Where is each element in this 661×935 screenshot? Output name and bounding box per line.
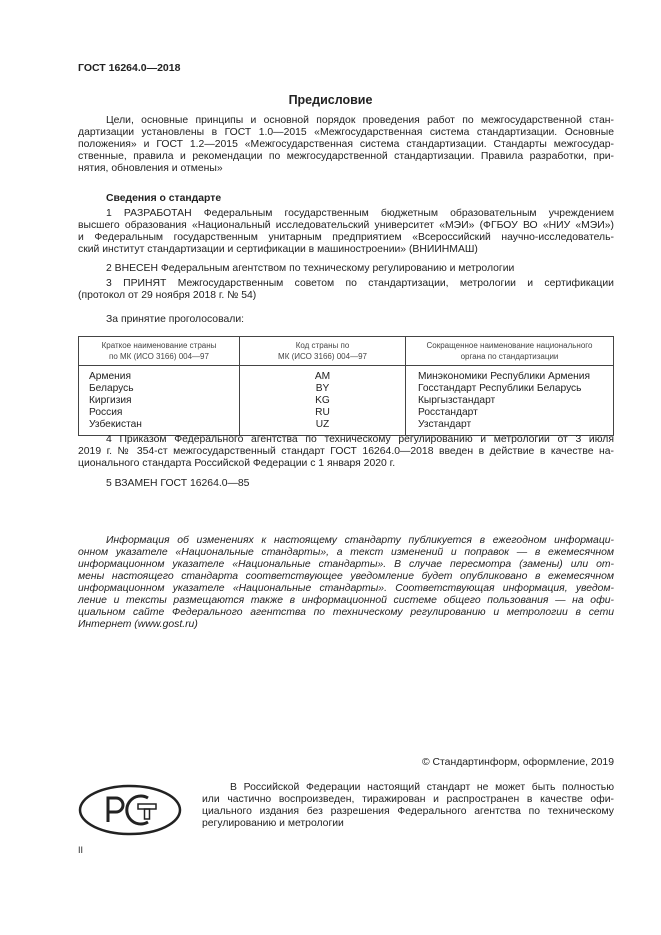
cell-body: Госстандарт Республики Беларусь <box>406 383 614 395</box>
text-line: мены настоящего стандарта соответствующее уведомление будет опубликовано в ежемесячном <box>78 571 614 582</box>
header-code: Код страны по МК (ИСО 3166) 004—97 <box>240 337 406 366</box>
text-line: ционального стандарта Российской Федерации с 1 января 2020 г. <box>78 458 396 469</box>
text-line: дартизации установлены в ГОСТ 1.0—2015 «Межгосударственная система стандартизации. Основные <box>78 127 614 138</box>
section-heading: Сведения о стандарте <box>106 193 222 204</box>
item-1-developed <box>78 208 614 256</box>
text-line: ление и тексты размещаются также в информационной системе общего пользования — на офи- <box>78 595 614 606</box>
rights-notice <box>202 782 614 830</box>
text-line: положения» и ГОСТ 1.2—2015 «Межгосударственная система стандартизации. Стандарты межгосудар- <box>78 139 614 150</box>
text-line: нятия, обновления и отмены» <box>78 163 223 174</box>
cell-country: Киргизия <box>79 395 240 407</box>
text-line: 3 ПРИНЯТ Межгосударственным советом по стандартизации, метрологии и сертификации <box>106 278 614 289</box>
table-header-row <box>79 337 614 366</box>
text-line: 2019 г. № 354-ст межгосударственный стандарт ГОСТ 16264.0—2018 введен в действие в качестве на- <box>78 446 614 457</box>
header-body: Сокращенное наименование национального органа по стандартизации <box>406 337 614 366</box>
cell-country: Беларусь <box>79 383 240 395</box>
text-line: 4 Приказом Федерального агентства по техническому регулированию и метрологии от 3 июля <box>106 434 614 445</box>
cell-code: RU <box>240 407 406 419</box>
cell-body: Кыргызстандарт <box>406 395 614 407</box>
rst-logo <box>78 784 182 836</box>
table-row <box>79 366 614 384</box>
text-line: информационном указателе «Национальные стандарты». В случае пересмотра (замены) или от- <box>78 559 614 570</box>
text-line: Информация об изменениях к настоящему стандарту публикуется в ежегодном информаци- <box>106 535 614 546</box>
text-line: Цели, основные принципы и основной порядок проведения работ по межгосударственной стан- <box>106 115 614 126</box>
table-row <box>79 407 614 419</box>
text-line: ственные, правила и рекомендации по межгосударственной стандартизации. Правила разработки, при- <box>78 151 614 162</box>
text-line: 2 ВНЕСЕН Федеральным агентством по техническому регулированию и метрологии <box>106 263 515 274</box>
text-line: Интернет (www.gost.ru) <box>78 619 198 630</box>
text-line: ский институт стандартизации и сертификации в машиностроении» (ВНИИНМАШ) <box>78 244 478 255</box>
text-line: 1 РАЗРАБОТАН Федеральным государственным бюджетным образовательным учреждением <box>106 208 614 219</box>
copyright: © Стандартинформ, оформление, 2019 <box>421 757 614 768</box>
text-line: регулированию и метрологии <box>202 818 344 829</box>
cell-code: KG <box>240 395 406 407</box>
page-number: II <box>78 845 84 855</box>
cell-body: Минэкономики Республики Армения <box>406 366 614 384</box>
table-row <box>79 395 614 407</box>
document-number: ГОСТ 16264.0—2018 <box>78 62 181 74</box>
header-country: Краткое наименование страны по МК (ИСО 3166) 004—97 <box>79 337 240 366</box>
voted-label: За принятие проголосовали: <box>106 314 245 325</box>
page-title: Предисловие <box>288 93 373 107</box>
item-3-adopted <box>78 278 614 302</box>
cell-country: Россия <box>79 407 240 419</box>
changes-info-paragraph <box>78 535 614 631</box>
cell-country: Армения <box>79 366 240 384</box>
text-line: циального издания без разрешения Федерального агентства по техническому <box>202 806 614 817</box>
cell-code: UZ <box>240 419 406 436</box>
text-line: 5 ВЗАМЕН ГОСТ 16264.0—85 <box>106 478 250 489</box>
text-line: В Российской Федерации настоящий стандарт не может быть полностью <box>230 782 614 793</box>
item-5-replaces <box>78 478 614 490</box>
text-line: высшего образования «Национальный исследовательский университет «МЭИ» (ФГБОУ ВО «НИУ «МЭИ») <box>78 220 614 231</box>
item-4-order <box>78 434 614 470</box>
text-line: онном указателе «Национальные стандарты», а текст изменений и поправок — в ежемесячном <box>78 547 614 558</box>
text-line: циальном сайте Федерального агентства по техническому регулированию и метрологии в сети <box>78 607 614 618</box>
text-line: информационном указателе «Национальные стандарты». Соответствующая информация, уведом- <box>78 583 614 594</box>
cell-country: Узбекистан <box>79 419 240 436</box>
text-line: или частично воспроизведен, тиражирован и распространен в качестве офи- <box>202 794 614 805</box>
cell-body: Узстандарт <box>406 419 614 436</box>
text-line: (протокол от 29 ноября 2018 г. № 54) <box>78 290 257 301</box>
text-line: и Федеральным государственным унитарным предприятием «Всероссийский научно-исследователь- <box>78 232 614 243</box>
table-row <box>79 383 614 395</box>
cell-body: Росстандарт <box>406 407 614 419</box>
item-2-introduced <box>78 263 614 275</box>
cell-code: BY <box>240 383 406 395</box>
cell-code: AM <box>240 366 406 384</box>
voting-table <box>78 336 614 436</box>
intro-paragraph <box>78 115 614 175</box>
